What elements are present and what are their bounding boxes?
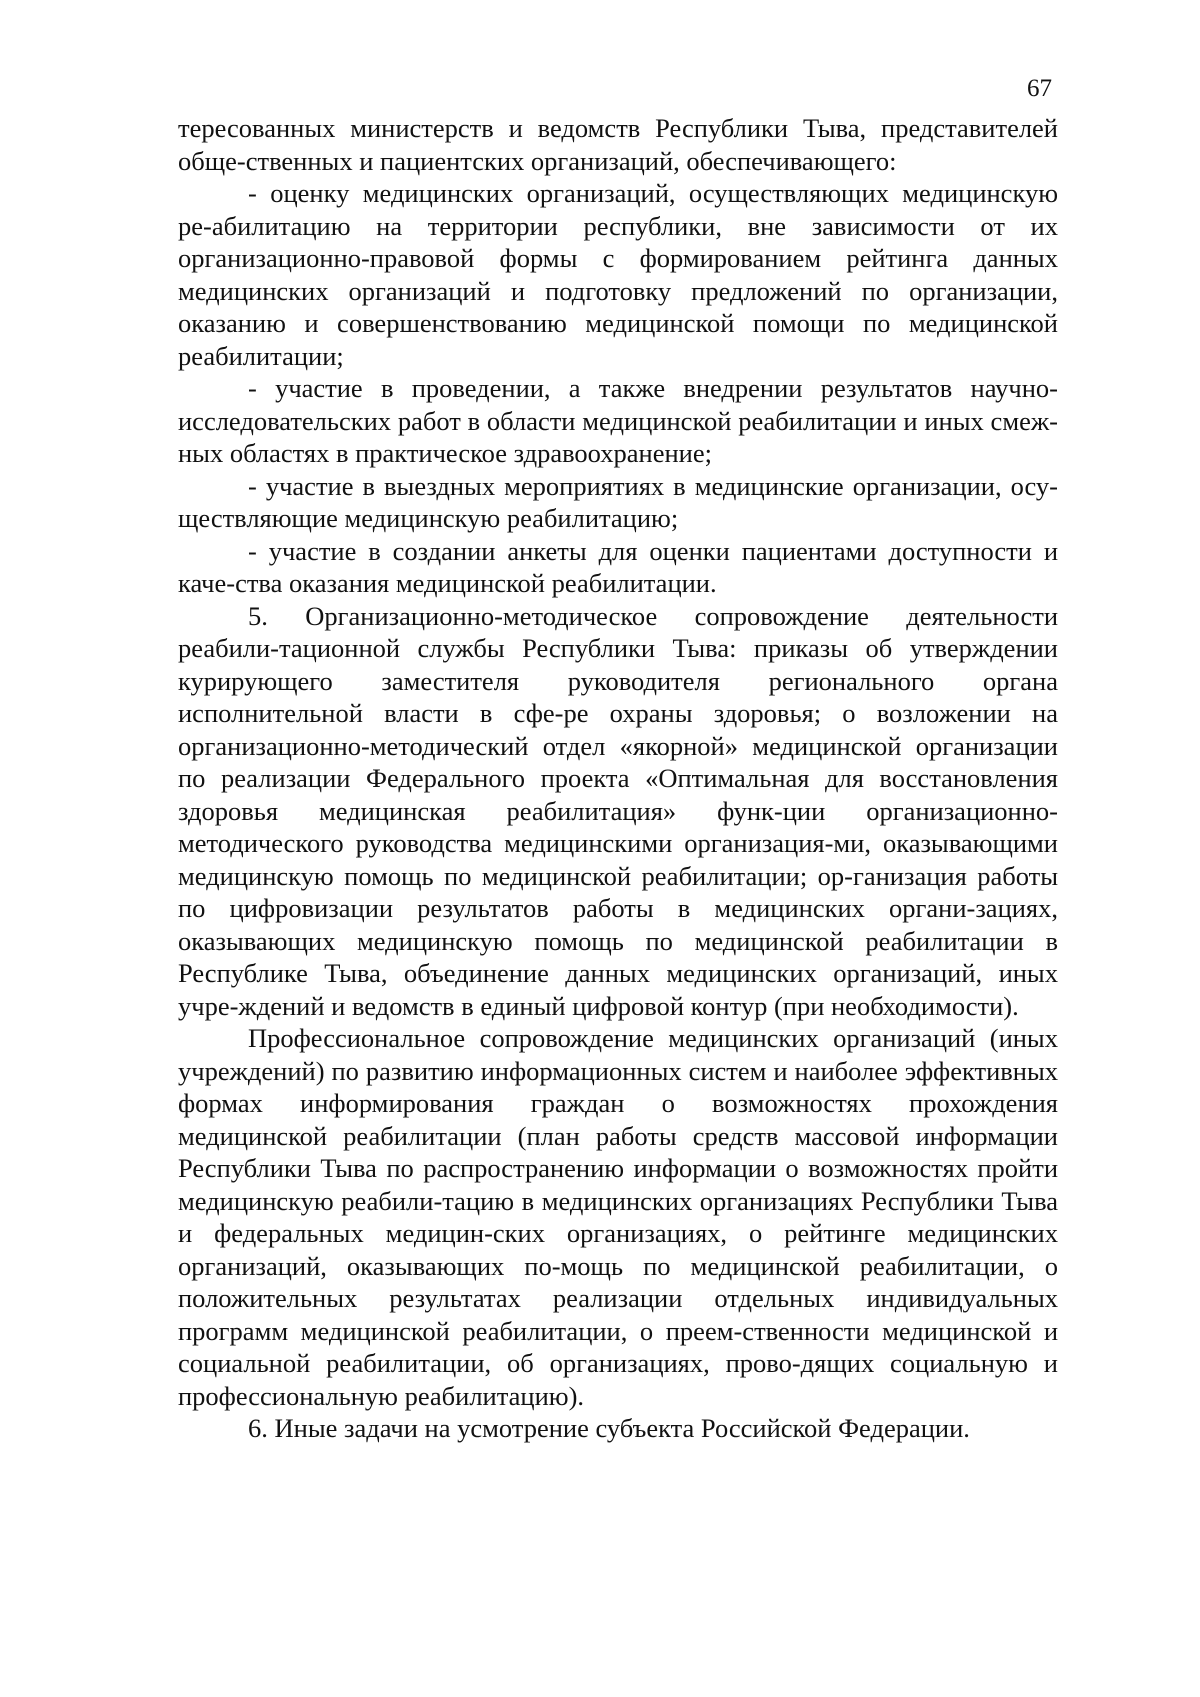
document-body <box>178 112 1058 1445</box>
list-item-research: - участие в проведении, а также внедрении результатов научно-исследовательских работ в области медицинской реабилитации и иных смеж-ных областях в практическое здравоохранение; <box>178 373 1058 468</box>
paragraph-item-6: 6. Иные задачи на усмотрение субъекта Российской Федерации. <box>248 1413 970 1443</box>
list-item-field-visits: - участие в выездных мероприятиях в медицинские организации, осу-ществляющие медицинскую реабилитацию; <box>178 470 1058 533</box>
list-item-questionnaire: - участие в создании анкеты для оценки пациентами доступности и каче-ства оказания медицинской реабилитации. <box>178 535 1058 598</box>
list-item-assessment: - оценку медицинских организаций, осуществляющих медицинскую ре-абилитацию на территории республики, вне зависимости от их организационно-правовой формы с формированием рейтинга данных медицинских организаций и подготовку предложений по организации, оказанию и совершенствованию медицинской помощи по медицинской реабилитации; <box>178 178 1058 371</box>
paragraph-continuation: тересованных министерств и ведомств Республики Тыва, представителей обще-ственных и пациентских организаций, обеспечивающего: <box>178 113 1058 176</box>
paragraph-professional-support: Профессиональное сопровождение медицинских организаций (иных учреждений) по развитию информационных систем и наиболее эффективных формах информирования граждан о возможностях прохождения медицинской реабилитации (план работы средств массовой информации Республики Тыва по распространению информации о возможностях пройти медицинскую реабили-тацию в медицинских организациях Республики Тыва и федеральных медицин-ских организациях, о рейтинге медицинских организаций, оказывающих по-мощь по медицинской реабилитации, о положительных результатах реализации отдельных индивидуальных программ медицинской реабилитации, о преем-ственности медицинской и социальной реабилитации, об организациях, прово-дящих социальную и профессиональную реабилитацию). <box>178 1023 1058 1411</box>
page-number: 67 <box>1027 75 1052 102</box>
paragraph-item-5: 5. Организационно-методическое сопровождение деятельности реабили-тационной службы Республики Тыва: приказы об утверждении курирующего заместителя руководителя регионального органа исполнительной власти в сфе-ре охраны здоровья; о возложении на организационно-методический отдел «якорной» медицинской организации по реализации Федерального проекта «Оптимальная для восстановления здоровья медицинская реабилитация» функ-ции организационно-методического руководства медицинскими организация-ми, оказывающими медицинскую помощь по медицинской реабилитации; ор-ганизация работы по цифровизации результатов работы в медицинских органи-зациях, оказывающих медицинскую помощь по медицинской реабилитации в Республике Тыва, объединение данных медицинских организаций, иных учре-ждений и ведомств в единый цифровой контур (при необходимости). <box>178 600 1058 1021</box>
